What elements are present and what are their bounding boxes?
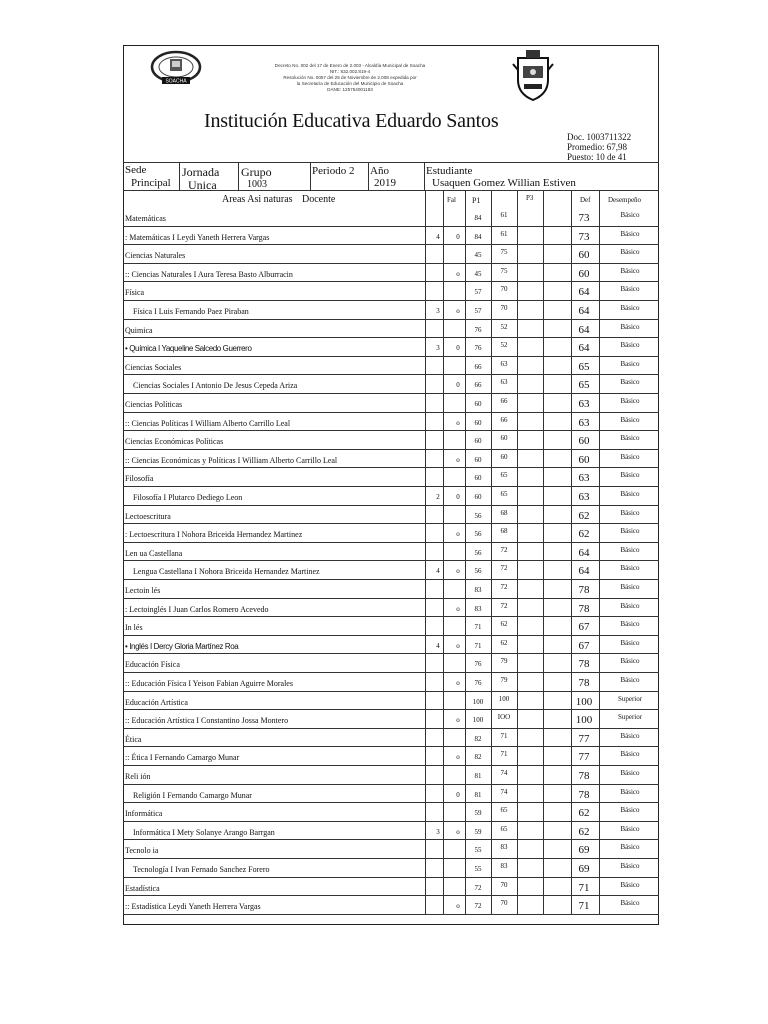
subject-name: • Inglés I Dercy Gloria Martínez Roa (125, 641, 239, 651)
period-1-grade: 81 (474, 772, 482, 780)
period-2-grade: 79 (500, 657, 508, 666)
table-row (123, 692, 659, 711)
period-1-grade: 100 (472, 716, 484, 725)
period-2-grade: 66 (500, 397, 508, 405)
intensity-hours: 4 (436, 641, 440, 650)
period-1-grade: 71 (474, 623, 482, 632)
performance-level: Básico (620, 527, 640, 536)
performance-level: Básico (620, 415, 640, 424)
table-row (123, 487, 659, 506)
table-row (123, 413, 659, 432)
period-1-grade: 60 (474, 400, 482, 408)
final-grade: 60 (578, 435, 590, 448)
period-1-grade: 60 (474, 474, 482, 483)
subject-name: : Lectoinglés I Juan Carlos Romero Acevedo (125, 604, 269, 614)
table-row (123, 654, 659, 673)
subject-name: Ética (125, 734, 142, 744)
rank: Puesto: 10 de 41 (567, 152, 627, 162)
performance-level: Básico (620, 341, 640, 350)
performance-level: Básico (620, 750, 640, 759)
table-row (123, 468, 659, 487)
school-crest-icon (150, 50, 202, 86)
period-2-grade: 70 (500, 880, 508, 889)
subject-name: :: Ciencias Políticas I William Alberto Carrillo Leal (125, 418, 291, 428)
period-2-grade: 83 (500, 862, 508, 870)
col-fal: Fal (447, 196, 456, 204)
table-row (123, 301, 659, 320)
period-2-grade: 63 (500, 359, 508, 368)
final-grade: 78 (578, 770, 590, 782)
period-1-grade: 82 (474, 734, 482, 743)
period-2-grade: 70 (500, 899, 508, 908)
col-def: Def (580, 196, 591, 204)
performance-level: Básico (620, 880, 640, 889)
subject-name: :: Educación Artística I Constantino Jossa Montero (125, 716, 289, 726)
period-1-grade: 59 (474, 827, 482, 836)
absences: o (456, 753, 460, 762)
absences: o (456, 530, 460, 539)
period-2-grade: 62 (500, 638, 508, 647)
period-1-grade: 84 (474, 214, 482, 222)
performance-level: Básico (620, 229, 640, 238)
header-divider (368, 162, 369, 190)
final-grade: 65 (578, 360, 590, 373)
intensity-hours: 4 (436, 232, 440, 241)
col-p1: P1 (472, 196, 481, 205)
period-2-grade: 61 (500, 211, 508, 219)
final-grade: 78 (578, 602, 590, 615)
period-1-grade: 55 (474, 846, 482, 855)
final-grade: 60 (578, 267, 590, 280)
header-divider (238, 162, 239, 190)
table-row (123, 822, 659, 841)
subject-name: Len ua Castellana (125, 548, 183, 558)
col-desempeno: Desempeño (608, 196, 642, 204)
table-row (123, 747, 659, 766)
period-2-grade: 70 (500, 304, 508, 312)
subject-name: Filosofía (125, 474, 154, 484)
final-grade: 63 (578, 416, 590, 429)
header-divider (310, 162, 311, 190)
performance-level: Básico (620, 769, 640, 777)
period-1-grade: 59 (474, 809, 482, 818)
period-2-grade: 60 (500, 434, 508, 443)
period-2-grade: 62 (500, 620, 508, 629)
period-2-grade: 79 (500, 676, 508, 684)
table-row (123, 710, 659, 729)
subject-name: Ciencias Políticas (125, 400, 183, 409)
estudiante-label: Estudiante (426, 165, 473, 177)
period-2-grade: 68 (500, 527, 508, 536)
final-grade: 65 (578, 379, 590, 392)
subject-name: Física (125, 288, 145, 298)
absences: 0 (456, 790, 460, 799)
institution-title: Institución Educativa Eduardo Santos (204, 110, 499, 132)
period-2-grade: 60 (500, 452, 508, 461)
period-1-grade: 66 (474, 381, 482, 390)
subject-name: :: Ciencias Económicas y Políticas I William Alberto Carrillo Leal (125, 455, 338, 465)
period-2-grade: 70 (500, 285, 508, 294)
subject-name: Ciencias Sociales I Antonio De Jesus Cepeda Ariza (133, 381, 298, 391)
performance-level: Básico (620, 322, 640, 331)
performance-level: Básico (620, 452, 640, 461)
subject-name: • Química I Yaqueline Salcedo Guerrero (125, 344, 252, 354)
performance-level: Básico (620, 508, 640, 517)
performance-level: Básico (620, 266, 640, 275)
table-row (123, 599, 659, 618)
performance-level: Básico (620, 657, 640, 666)
performance-level: Básico (620, 564, 640, 573)
grupo-value: 1003 (247, 179, 267, 190)
final-grade: 77 (578, 732, 590, 745)
subject-name: Informática (125, 809, 163, 819)
absences: o (456, 679, 460, 687)
period-1-grade: 100 (472, 697, 484, 706)
period-2-grade: 74 (500, 769, 508, 777)
table-row (123, 357, 659, 376)
subject-name: Educación Artística (125, 697, 188, 707)
final-grade: 63 (578, 398, 590, 410)
subject-name: In lés (125, 623, 143, 633)
table-row (123, 506, 659, 525)
crest-text: SOACHA (165, 78, 187, 85)
period-1-grade: 76 (474, 344, 482, 353)
column-divider (491, 190, 492, 915)
final-grade: 100 (575, 695, 593, 708)
subject-name: Tecnología I Ivan Fernado Sanchez Forero (133, 865, 270, 874)
municipal-shield-icon (510, 48, 556, 102)
subject-name: Lectoin lés (125, 586, 161, 595)
column-divider (465, 190, 466, 915)
performance-level: Básico (620, 601, 640, 610)
performance-level: Básico (620, 638, 640, 647)
absences: o (456, 827, 460, 836)
intensity-hours: 3 (436, 344, 440, 353)
performance-level: Básico (620, 248, 640, 257)
header-divider (179, 162, 180, 190)
period-2-grade: 72 (500, 601, 508, 610)
subject-name: Informática I Mety Solanye Arango Barrgan (133, 827, 275, 837)
absences: o (456, 902, 460, 911)
final-grade: 64 (578, 323, 590, 336)
subject-name: Quimica (125, 325, 153, 335)
subject-name: :: Educación Física I Yeison Fabian Aguirre Morales (125, 679, 293, 688)
period-1-grade: 81 (474, 790, 482, 799)
period-2-grade: 71 (500, 731, 508, 740)
period-1-grade: 57 (474, 288, 482, 297)
final-grade: 67 (578, 621, 590, 634)
intensity-hours: 4 (436, 567, 440, 576)
final-grade: 69 (578, 844, 590, 857)
header-divider (424, 162, 425, 190)
table-row (123, 245, 659, 264)
period-2-grade: 72 (500, 564, 508, 573)
periodo-label: Periodo 2 (312, 165, 355, 177)
final-grade: 64 (578, 286, 590, 299)
table-row (123, 729, 659, 748)
final-grade: 100 (575, 714, 593, 727)
period-2-grade: 100 (498, 694, 510, 703)
final-grade: 78 (578, 788, 590, 801)
period-2-grade: 65 (500, 824, 508, 833)
final-grade: 77 (578, 751, 590, 764)
period-1-grade: 45 (474, 251, 482, 260)
intensity-hours: 3 (436, 827, 440, 836)
jornada-value: Unica (188, 178, 217, 192)
row-divider (123, 914, 659, 915)
table-row (123, 617, 659, 636)
final-grade: 62 (578, 825, 590, 838)
final-grade: 60 (578, 453, 590, 466)
header-line (123, 162, 659, 163)
column-divider (571, 190, 572, 915)
table-row (123, 580, 659, 599)
table-row (123, 264, 659, 283)
performance-level: Básico (620, 397, 640, 405)
subject-name: :: Ciencias Naturales I Aura Teresa Basto Alburracin (125, 269, 293, 279)
period-1-grade: 71 (474, 641, 482, 650)
period-2-grade: 66 (500, 415, 508, 424)
subject-name: Ciencias Económicas Políticas (125, 437, 224, 447)
final-grade: 73 (578, 230, 590, 243)
final-grade: 64 (578, 305, 590, 317)
period-2-grade: 75 (500, 266, 508, 275)
performance-level: Básico (620, 211, 640, 219)
subject-name: Tecnolo ia (125, 846, 159, 856)
period-2-grade: 52 (500, 341, 508, 350)
absences: o (456, 716, 460, 725)
performance-level: Básico (620, 583, 640, 591)
period-2-grade: 65 (500, 806, 508, 815)
performance-level: Superior (617, 713, 643, 722)
final-grade: 67 (578, 639, 590, 652)
table-row (123, 394, 659, 413)
period-1-grade: 57 (474, 307, 482, 315)
subject-name: Educación Física (125, 660, 180, 670)
col-p3: P3 (526, 194, 534, 202)
performance-level: Basico (620, 378, 640, 387)
table-row (123, 561, 659, 580)
table-row (123, 878, 659, 897)
ano-value: 2019 (374, 177, 396, 189)
absences: 0 (456, 344, 460, 353)
period-1-grade: 60 (474, 493, 482, 501)
performance-level: Basico (620, 359, 640, 368)
table-row (123, 543, 659, 562)
subject-name: Ciencias Sociales (125, 362, 182, 372)
doc-number: Doc. 1003711322 (567, 132, 632, 142)
absences: o (456, 418, 460, 427)
absences: o (456, 455, 460, 464)
period-1-grade: 60 (474, 437, 482, 446)
period-1-grade: 72 (474, 883, 482, 892)
table-row (123, 896, 659, 915)
performance-level: Básico (620, 787, 640, 796)
performance-level: Superior (617, 694, 643, 703)
final-grade: 64 (578, 565, 590, 578)
estudiante-value: Usaquen Gomez Willian Estiven (432, 177, 576, 189)
absences: o (456, 307, 460, 315)
final-grade: 63 (578, 472, 590, 485)
table-row (123, 673, 659, 692)
performance-level: Básico (620, 843, 640, 852)
table-row (123, 208, 659, 227)
sede-label: Sede (125, 164, 147, 176)
table-row (123, 859, 659, 878)
subject-name: Lectoescritura (125, 511, 171, 521)
period-2-grade: 65 (500, 471, 508, 480)
final-grade: 78 (578, 658, 590, 671)
final-grade: 78 (578, 677, 590, 689)
period-1-grade: 56 (474, 511, 482, 520)
absences: 0 (456, 381, 460, 390)
subject-name: Filosofía I Plutarco Dediego Leon (133, 493, 243, 502)
column-divider (599, 190, 600, 915)
period-2-grade: 63 (500, 378, 508, 387)
student-summary (567, 132, 631, 162)
period-1-grade: 84 (474, 232, 482, 241)
period-1-grade: 72 (474, 902, 482, 911)
period-2-grade: 65 (500, 490, 508, 498)
performance-level: Básico (620, 545, 640, 554)
column-divider (425, 190, 426, 915)
period-1-grade: 66 (474, 362, 482, 371)
subject-name: :: Estadística Leydi Yaneth Herrera Vargas (125, 902, 261, 912)
period-1-grade: 56 (474, 567, 482, 576)
grupo-label: Grupo (241, 165, 272, 179)
subject-name: Reli ión (125, 772, 151, 781)
intensity-hours: 3 (436, 307, 440, 315)
final-grade: 71 (578, 881, 590, 894)
period-1-grade: 55 (474, 865, 482, 873)
final-grade: 69 (578, 863, 590, 875)
period-2-grade: IOO (497, 713, 511, 722)
period-2-grade: 72 (500, 583, 508, 591)
absences: o (456, 567, 460, 576)
table-row (123, 227, 659, 246)
performance-level: Básico (620, 824, 640, 833)
period-1-grade: 76 (474, 660, 482, 669)
table-row (123, 375, 659, 394)
period-2-grade: 72 (500, 545, 508, 554)
absences: 0 (456, 493, 460, 501)
period-1-grade: 76 (474, 325, 482, 334)
absences: o (456, 641, 460, 650)
ano-label: Año (370, 165, 389, 177)
final-grade: 62 (578, 807, 590, 820)
period-1-grade: 82 (474, 753, 482, 762)
absences: 0 (456, 232, 460, 241)
sede-value: Principal (131, 177, 171, 189)
average: Promedio: 67,98 (567, 142, 627, 152)
subject-name: Ciencias Naturales (125, 251, 186, 261)
subject-name: Matemáticas (125, 214, 166, 223)
table-row (123, 338, 659, 357)
performance-level: Básico (620, 471, 640, 480)
docente-label: Docente (302, 194, 336, 205)
decree-text: Decreto No. 002 del 17 de Enero de 2.003 - Alcaldía Municipal de Soacha NIT.: 832.002.819-4 Resolución No. 0057 del 25 de Noviembre de 2.008 expedida por la Secretaría de Educación del Municipio de Soacha DANE: 125754001183 (274, 63, 426, 92)
table-row (123, 636, 659, 655)
performance-level: Básico (620, 676, 640, 684)
final-grade: 60 (578, 249, 590, 262)
table-row (123, 431, 659, 450)
period-2-grade: 74 (500, 787, 508, 796)
final-grade: 64 (578, 546, 590, 559)
absences: o (456, 269, 460, 278)
performance-level: Básico (620, 899, 640, 908)
table-row (123, 524, 659, 543)
performance-level: Básico (620, 620, 640, 629)
final-grade: 62 (578, 528, 590, 541)
performance-level: Básico (620, 731, 640, 740)
subject-name: : Matemáticas I Leydi Yaneth Herrera Vargas (125, 232, 270, 242)
period-2-grade: 71 (500, 750, 508, 759)
table-row (123, 450, 659, 469)
table-row (123, 785, 659, 804)
performance-level: Básico (620, 490, 640, 498)
table-row (123, 282, 659, 301)
final-grade: 64 (578, 342, 590, 355)
final-grade: 63 (578, 491, 590, 503)
performance-level: Básico (620, 862, 640, 870)
final-grade: 73 (578, 212, 590, 224)
period-1-grade: 83 (474, 604, 482, 613)
subject-name: :: Ética I Fernando Camargo Munar (125, 753, 240, 763)
period-1-grade: 83 (474, 586, 482, 594)
performance-level: Básico (620, 806, 640, 815)
final-grade: 62 (578, 509, 590, 522)
period-1-grade: 60 (474, 455, 482, 464)
intensity-hours: 2 (436, 493, 440, 501)
performance-level: Básico (620, 285, 640, 294)
table-row (123, 766, 659, 785)
performance-level: Básico (620, 434, 640, 443)
absences: o (456, 604, 460, 613)
table-row (123, 840, 659, 859)
performance-level: Básico (620, 304, 640, 312)
period-1-grade: 60 (474, 418, 482, 427)
subject-name: Lengua Castellana I Nohora Briceida Hernandez Martinez (133, 567, 320, 577)
subject-name: Estadística (125, 883, 160, 893)
subject-name: Religión I Fernando Camargo Munar (133, 790, 252, 800)
subject-name: : Lectoescritura I Nohora Briceida Hernandez Martinez (125, 530, 303, 540)
period-2-grade: 68 (500, 508, 508, 517)
period-2-grade: 75 (500, 248, 508, 257)
column-divider (517, 190, 518, 915)
period-1-grade: 45 (474, 269, 482, 278)
period-2-grade: 52 (500, 322, 508, 331)
final-grade: 78 (578, 584, 590, 596)
table-row (123, 320, 659, 339)
period-2-grade: 83 (500, 843, 508, 852)
column-divider (543, 190, 544, 915)
period-2-grade: 61 (500, 229, 508, 238)
period-1-grade: 56 (474, 530, 482, 539)
period-1-grade: 76 (474, 679, 482, 687)
subject-name: Física I Luis Fernando Paez Piraban (133, 307, 249, 316)
jornada-label: Jornada (182, 165, 220, 179)
period-1-grade: 56 (474, 548, 482, 557)
table-row (123, 803, 659, 822)
column-divider (443, 190, 444, 915)
areas-label: Areas Asi naturas (222, 194, 293, 205)
final-grade: 71 (578, 900, 590, 913)
